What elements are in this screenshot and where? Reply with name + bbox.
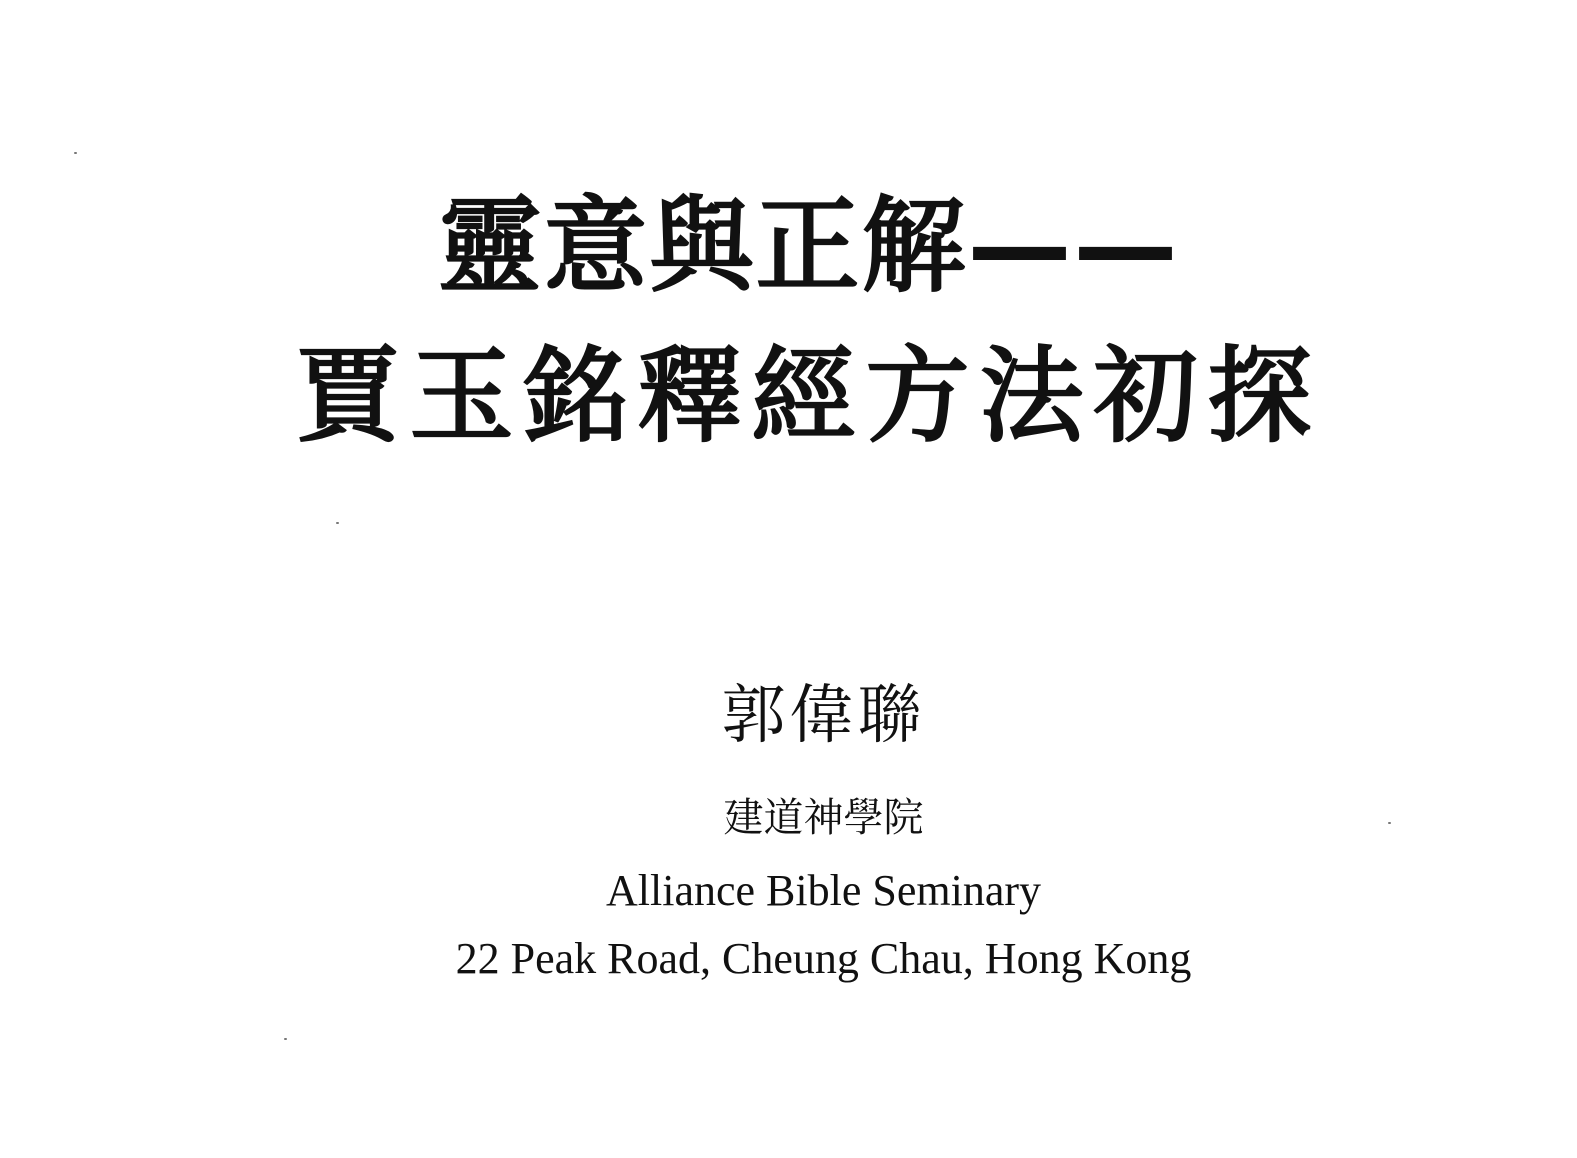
institution-english: Alliance Bible Seminary bbox=[606, 866, 1041, 915]
scan-speck bbox=[74, 152, 77, 154]
title-line-2: 賈玉銘釋經方法初探 bbox=[295, 335, 1322, 457]
title-line-1: 靈意與正解—— bbox=[437, 185, 1180, 307]
institution-chinese: 建道神學院 bbox=[723, 795, 924, 840]
institution-address: 22 Peak Road, Cheung Chau, Hong Kong bbox=[455, 934, 1192, 983]
author-name: 郭偉聯 bbox=[721, 679, 926, 753]
scan-speck bbox=[336, 522, 339, 524]
scan-speck bbox=[284, 1038, 287, 1040]
scan-speck bbox=[1388, 822, 1391, 824]
